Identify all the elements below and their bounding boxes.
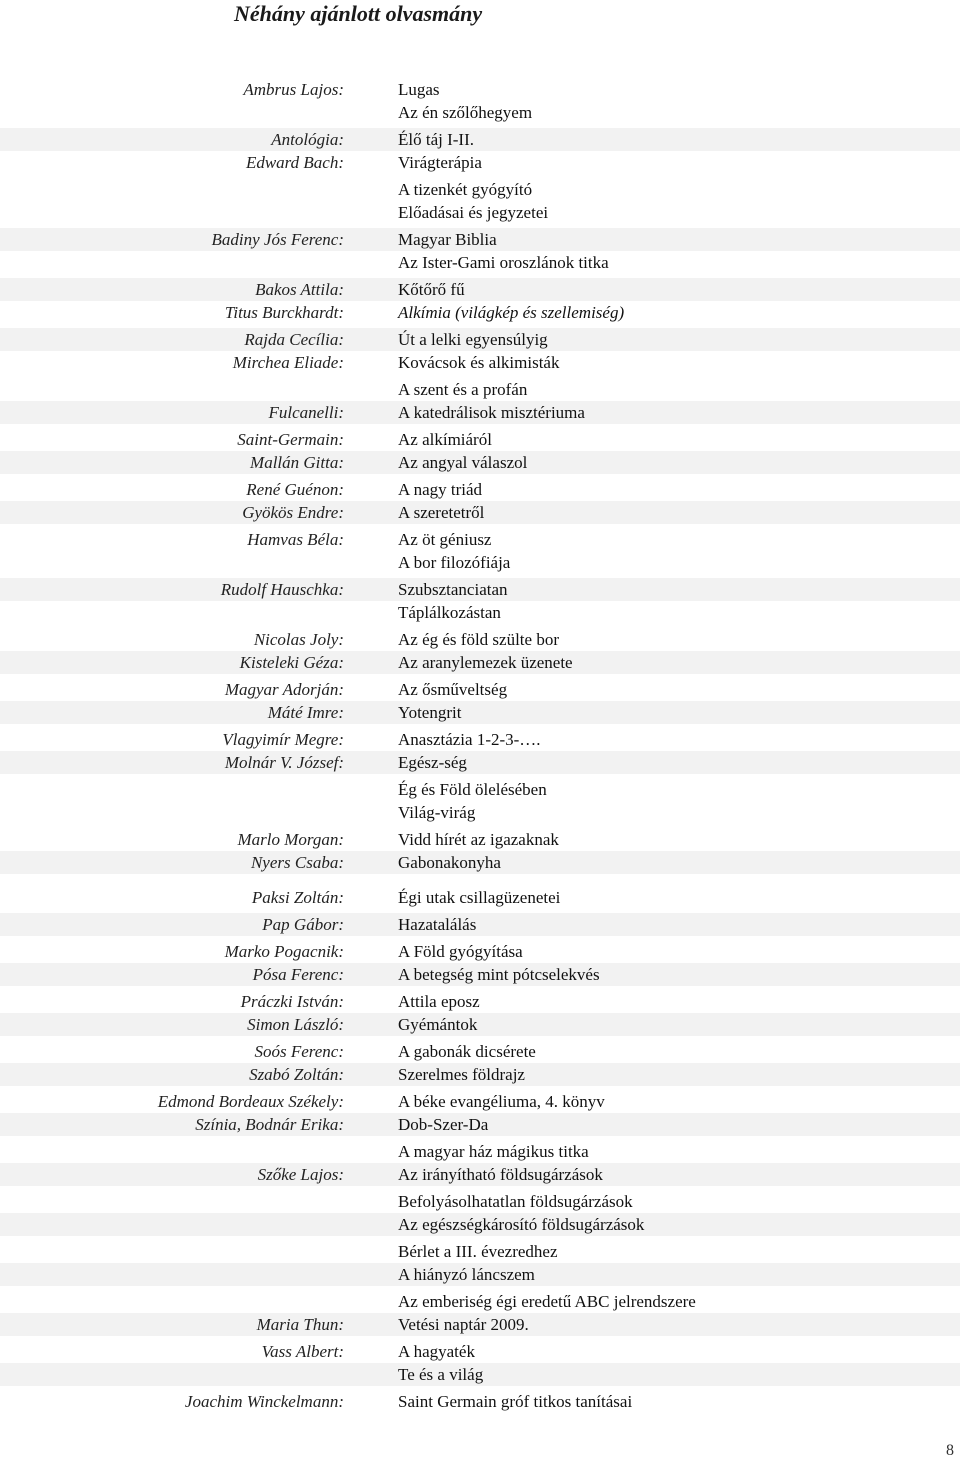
list-row: [0, 1240, 960, 1263]
author-name: Soós Ferenc:: [254, 1042, 344, 1061]
list-row: [0, 578, 960, 601]
author-name: Magyar Adorján:: [224, 680, 344, 699]
book-title: Az alkímiáról: [398, 430, 492, 449]
book-title: Az aranylemezek üzenete: [398, 653, 573, 672]
list-row: [0, 601, 960, 624]
book-title: A gabonák dicsérete: [398, 1042, 536, 1061]
book-title: Táplálkozástan: [398, 603, 501, 622]
book-title: Attila eposz: [398, 992, 480, 1011]
author-name: Edward Bach:: [245, 153, 344, 172]
author-name: Rudolf Hauschka:: [220, 580, 344, 599]
author-name: Marko Pogacnik:: [224, 942, 344, 961]
list-row: [0, 451, 960, 474]
author-name: Hamvas Béla:: [247, 530, 344, 549]
list-row: [0, 151, 960, 174]
list-row: [0, 651, 960, 674]
book-title: Az Ister-Gami oroszlánok titka: [398, 253, 609, 272]
list-row: [0, 501, 960, 524]
author-name: Práczki István:: [240, 992, 344, 1011]
book-title: A hiányzó láncszem: [398, 1265, 535, 1284]
book-title: Bérlet a III. évezredhez: [398, 1242, 558, 1261]
list-row: [0, 963, 960, 986]
book-title: Kovácsok és alkimisták: [398, 353, 560, 372]
page-number: 8: [946, 1442, 954, 1459]
book-title: A béke evangéliuma, 4. könyv: [398, 1092, 605, 1111]
book-title: Anasztázia 1-2-3-….: [398, 730, 541, 749]
list-row: [0, 1163, 960, 1186]
list-row: [0, 278, 960, 301]
list-row: [0, 1013, 960, 1036]
book-title: A betegség mint pótcselekvés: [398, 965, 600, 984]
list-row: [0, 728, 960, 751]
list-row: [0, 828, 960, 851]
list-row: [0, 801, 960, 824]
book-title: A hagyaték: [398, 1342, 475, 1361]
list-row: [0, 328, 960, 351]
list-row: [0, 1340, 960, 1363]
list-row: [0, 428, 960, 451]
author-name: Vlagyimír Megre:: [222, 730, 344, 749]
list-row: [0, 1040, 960, 1063]
author-name: Kisteleki Géza:: [239, 653, 344, 672]
list-row: [0, 228, 960, 251]
author-name: Pósa Ferenc:: [252, 965, 344, 984]
book-title: Befolyásolhatatlan földsugárzások: [398, 1192, 633, 1211]
book-title: Világ-virág: [398, 803, 476, 822]
book-title: Gyémántok: [398, 1015, 478, 1034]
book-title: Virágterápia: [398, 153, 482, 172]
book-title: Út a lelki egyensúlyig: [398, 330, 548, 349]
author-name: Badiny Jós Ferenc:: [211, 230, 344, 249]
author-name: Marlo Morgan:: [237, 830, 344, 849]
list-row: [0, 1363, 960, 1386]
book-title: Az ősműveltség: [398, 680, 508, 699]
list-row: [0, 1213, 960, 1236]
author-name: Nicolas Joly:: [253, 630, 344, 649]
list-row: [0, 886, 960, 909]
list-row: [0, 528, 960, 551]
book-title: Gabonakonyha: [398, 853, 501, 872]
author-name: Antológia:: [271, 130, 344, 149]
book-title: Dob-Szer-Da: [398, 1115, 489, 1134]
book-title: Egész-ség: [398, 753, 467, 772]
author-name: Nyers Csaba:: [250, 853, 344, 872]
author-name: Paksi Zoltán:: [251, 888, 344, 907]
list-row: [0, 251, 960, 274]
book-title: A bor filozófiája: [398, 553, 511, 572]
list-row: [0, 478, 960, 501]
list-row: [0, 678, 960, 701]
book-title: Az emberiség égi eredetű ABC jelrendszere: [398, 1292, 696, 1311]
author-name: Szőke Lajos:: [257, 1165, 344, 1184]
list-row: [0, 1063, 960, 1086]
author-name: Molnár V. József:: [224, 753, 344, 772]
author-name: Edmond Bordeaux Székely:: [157, 1092, 344, 1111]
book-title: A tizenkét gyógyító: [398, 180, 533, 199]
list-row: [0, 990, 960, 1013]
book-title: Vetési naptár 2009.: [398, 1315, 529, 1334]
author-name: Gyökös Endre:: [242, 503, 344, 522]
author-name: Titus Burckhardt:: [224, 303, 344, 322]
book-title: A szent és a profán: [398, 380, 528, 399]
book-title: Yotengrit: [398, 703, 462, 722]
author-name: Saint-Germain:: [237, 430, 344, 449]
author-name: Joachim Winckelmann:: [184, 1392, 344, 1411]
page-title: Néhány ajánlott olvasmány: [234, 1, 483, 26]
author-name: Fulcanelli:: [268, 403, 344, 422]
book-title: Ég és Föld ölelésében: [398, 780, 547, 799]
book-title: Az irányítható földsugárzások: [398, 1165, 603, 1184]
list-row: [0, 401, 960, 424]
list-row: [0, 1140, 960, 1163]
author-name: Ambrus Lajos:: [243, 80, 344, 99]
list-row: [0, 701, 960, 724]
list-row: [0, 128, 960, 151]
list-row: [0, 628, 960, 651]
author-name: Vass Albert:: [261, 1342, 344, 1361]
book-title: Kőtőrő fű: [398, 280, 465, 299]
author-name: Mallán Gitta:: [250, 453, 344, 472]
book-title: Az én szőlőhegyem: [398, 103, 533, 122]
author-name: Simon László:: [247, 1015, 344, 1034]
book-title: Vidd hírét az igazaknak: [398, 830, 559, 849]
list-row: [0, 378, 960, 401]
list-row: [0, 1090, 960, 1113]
author-name: Színia, Bodnár Erika:: [195, 1115, 344, 1134]
list-row: [0, 1190, 960, 1213]
book-title: Saint Germain gróf titkos tanításai: [398, 1392, 633, 1411]
book-title: Alkímia (világkép és szellemiség): [398, 303, 625, 322]
book-title: A szeretetről: [398, 503, 485, 522]
list-row: [0, 1390, 960, 1413]
author-name: Mirchea Eliade:: [232, 353, 344, 372]
book-title: A Föld gyógyítása: [398, 942, 523, 961]
list-row: [0, 851, 960, 874]
book-title: Az angyal válaszol: [398, 453, 528, 472]
author-name: Szabó Zoltán:: [249, 1065, 344, 1084]
book-title: Az egészségkárosító földsugárzások: [398, 1215, 645, 1234]
list-row: [0, 178, 960, 201]
list-row: [0, 351, 960, 374]
author-name: Bakos Attila:: [255, 280, 344, 299]
book-title: Szerelmes földrajz: [398, 1065, 525, 1084]
list-row: [0, 78, 960, 101]
list-row: [0, 301, 960, 324]
book-title: Az ég és föld szülte bor: [398, 630, 559, 649]
author-name: Maria Thun:: [256, 1315, 344, 1334]
list-row: [0, 551, 960, 574]
book-title: Égi utak csillagüzenetei: [398, 888, 561, 907]
book-title: Szubsztanciatan: [398, 580, 508, 599]
author-name: Pap Gábor:: [262, 915, 344, 934]
list-row: [0, 1263, 960, 1286]
list-row: [0, 913, 960, 936]
book-title: Te és a világ: [398, 1365, 484, 1384]
book-title: Az öt géniusz: [398, 530, 492, 549]
book-title: Magyar Biblia: [398, 230, 497, 249]
book-title: A katedrálisok misztériuma: [398, 403, 585, 422]
author-name: Rajda Cecília:: [244, 330, 344, 349]
book-title: Hazatalálás: [398, 915, 477, 934]
list-row: [0, 1113, 960, 1136]
list-row: [0, 1313, 960, 1336]
list-row: [0, 940, 960, 963]
book-title: Élő táj I-II.: [398, 130, 474, 149]
list-row: [0, 751, 960, 774]
book-title: Előadásai és jegyzetei: [398, 203, 549, 222]
book-title: A magyar ház mágikus titka: [398, 1142, 589, 1161]
author-name: Máté Imre:: [267, 703, 344, 722]
list-row: [0, 1290, 960, 1313]
book-title: A nagy triád: [398, 480, 483, 499]
list-row: [0, 201, 960, 224]
book-title: Lugas: [398, 80, 440, 99]
author-name: René Guénon:: [246, 480, 344, 499]
list-row: [0, 101, 960, 124]
list-row: [0, 778, 960, 801]
